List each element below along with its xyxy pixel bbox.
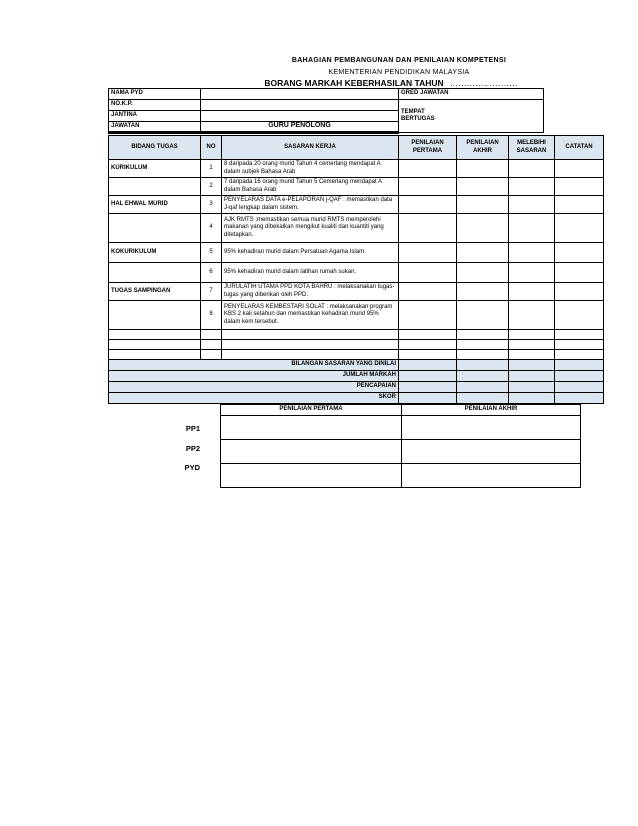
pencapaian-akhir-cell[interactable] — [457, 382, 509, 393]
table-row — [109, 301, 604, 330]
bidang-cell — [109, 263, 201, 283]
signature-table — [220, 404, 581, 488]
bidang-cell: TUGAS SAMPINGAN — [109, 283, 201, 301]
table-row — [109, 178, 604, 196]
penilaian-pertama-cell[interactable] — [399, 160, 457, 178]
table-row — [109, 196, 604, 214]
empty-row — [109, 350, 604, 360]
col-penilaian-pertama-2: PERTAMA — [412, 147, 443, 154]
no-cell: 7 — [201, 283, 222, 301]
sasaran-cell: 8 daripada 20 orang murid Tahun 4 cemerlang mendapat A dalam subjek Bahasa Arab — [222, 160, 399, 178]
catatan-cell[interactable] — [555, 214, 604, 243]
col-melebihi-sasaran — [509, 136, 555, 160]
empty-row — [109, 330, 604, 340]
col-penilaian-akhir — [457, 136, 509, 160]
jawatan-value: GURU PENOLONG — [201, 122, 399, 133]
col-penilaian-pertama — [399, 136, 457, 160]
form-title-text: BORANG MARKAH KEBERHASILAN TAHUN — [264, 78, 444, 88]
label-jawatan: JAWATAN — [109, 122, 201, 133]
bidang-cell — [109, 214, 201, 243]
col-catatan: CATATAN — [555, 136, 604, 160]
penilaian-pertama-cell[interactable] — [399, 301, 457, 330]
label-jantina: JANTINA — [109, 111, 201, 122]
penilaian-akhir-cell[interactable] — [457, 283, 509, 301]
penilaian-akhir-cell[interactable] — [457, 196, 509, 214]
label-gred-jawatan: GRED JAWATAN — [399, 89, 544, 100]
label-pencapaian: PENCAPAIAN — [109, 382, 399, 393]
form-title — [0, 78, 638, 88]
catatan-cell[interactable] — [555, 283, 604, 301]
melebihi-sasaran-cell[interactable] — [509, 243, 555, 263]
penilaian-akhir-cell[interactable] — [457, 263, 509, 283]
header-line-2: KEMENTERIAN PENDIDIKAN MALAYSIA — [328, 69, 470, 76]
col-penilaian-pertama-1: PENILAIAN — [411, 140, 444, 147]
bidang-cell: HAL EHWAL MURID — [109, 196, 201, 214]
bilangan-pertama-cell[interactable] — [399, 360, 457, 371]
penilaian-pertama-cell[interactable] — [399, 243, 457, 263]
label-pp2: PP2 — [185, 444, 200, 453]
label-pyd: PYD — [184, 463, 200, 472]
catatan-cell[interactable] — [555, 196, 604, 214]
label-jumlah-markah: JUMLAH MARKAH — [109, 371, 399, 382]
catatan-cell[interactable] — [555, 178, 604, 196]
col-melebihi-2: SASARAN — [516, 147, 547, 154]
penilaian-pertama-cell[interactable] — [399, 178, 457, 196]
label-tempat-bertugas — [399, 100, 544, 133]
no-cell: 5 — [201, 243, 222, 263]
pp1-akhir-signature[interactable] — [402, 416, 581, 440]
catatan-cell[interactable] — [555, 160, 604, 178]
jumlah-catatan-cell[interactable] — [555, 371, 604, 382]
skor-akhir-cell[interactable] — [457, 393, 509, 404]
melebihi-sasaran-cell[interactable] — [509, 214, 555, 243]
sasaran-cell: AJK RMTS :memastikan semua murid RMTS memperolehi makanan yang dibekalkan mengikut kualiti dan kuantiti yang ditetapkan. — [222, 214, 399, 243]
sasaran-cell: PENYELARAS KEMBESTARI SOLAT : melaksanakan program KBS 2 kali setahun dan memastikan kehadiran murid 95% dalam kem tersebut. — [222, 301, 399, 330]
bilangan-akhir-cell[interactable] — [457, 360, 509, 371]
bidang-cell — [109, 178, 201, 196]
col-no: NO — [201, 136, 222, 160]
pyd-akhir-signature[interactable] — [402, 464, 581, 488]
label-skor: SKOR — [109, 393, 399, 404]
empty-row — [109, 340, 604, 350]
melebihi-sasaran-cell[interactable] — [509, 196, 555, 214]
penilaian-pertama-cell[interactable] — [399, 283, 457, 301]
sasaran-kerja-table — [108, 135, 604, 404]
form-title-dots: …………………… — [449, 78, 518, 88]
pp1-pertama-signature[interactable] — [221, 416, 402, 440]
bidang-cell — [109, 301, 201, 330]
melebihi-sasaran-cell[interactable] — [509, 283, 555, 301]
tempat-text: TEMPAT — [401, 108, 425, 115]
sig-header-penilaian-akhir: PENILAIAN AKHIR — [402, 405, 581, 416]
label-bilangan-sasaran: BILANGAN SASARAN YANG DINILAI — [109, 360, 399, 371]
melebihi-sasaran-cell[interactable] — [509, 263, 555, 283]
catatan-cell[interactable] — [555, 301, 604, 330]
penilaian-pertama-cell[interactable] — [399, 196, 457, 214]
jantina-field[interactable] — [201, 111, 399, 122]
label-nokp: NO.K.P. — [109, 100, 201, 111]
no-cell: 8 — [201, 301, 222, 330]
table-row — [109, 214, 604, 243]
penilaian-akhir-cell[interactable] — [457, 243, 509, 263]
pp2-akhir-signature[interactable] — [402, 440, 581, 464]
pencapaian-melebihi-cell[interactable] — [509, 382, 555, 393]
col-bidang-tugas: BIDANG TUGAS — [109, 136, 201, 160]
bilangan-catatan-cell[interactable] — [555, 360, 604, 371]
no-cell: 2 — [201, 178, 222, 196]
header-line-1: BAHAGIAN PEMBANGUNAN DAN PENILAIAN KOMPETENSI — [291, 57, 507, 64]
jumlah-pertama-cell[interactable] — [399, 371, 457, 382]
no-cell: 3 — [201, 196, 222, 214]
pp2-pertama-signature[interactable] — [221, 440, 402, 464]
no-cell: 6 — [201, 263, 222, 283]
col-sasaran-kerja: SASARAN KERJA — [222, 136, 399, 160]
col-penilaian-akhir-1: PENILAIAN — [466, 140, 499, 147]
table-row — [109, 243, 604, 263]
penilaian-pertama-cell[interactable] — [399, 214, 457, 243]
pyd-info-table — [108, 88, 544, 134]
col-penilaian-akhir-2: AKHIR — [473, 147, 492, 154]
pencapaian-catatan-cell[interactable] — [555, 382, 604, 393]
label-pp1: PP1 — [185, 424, 200, 433]
table-row — [109, 283, 604, 301]
pencapaian-pertama-cell[interactable] — [399, 382, 457, 393]
col-melebihi-1: MELEBIHI — [517, 140, 546, 147]
penilaian-akhir-cell[interactable] — [457, 214, 509, 243]
sig-header-penilaian-pertama: PENILAIAN PERTAMA — [221, 405, 402, 416]
sasaran-cell: 95% kehadiran murid dalam latihan rumah sukan. — [222, 263, 399, 283]
pyd-pertama-signature[interactable] — [221, 464, 402, 488]
penilaian-akhir-cell[interactable] — [457, 178, 509, 196]
bilangan-melebihi-cell[interactable] — [509, 360, 555, 371]
sasaran-cell: 95% kehadiran murid dalam Persatuan Agama Islam. — [222, 243, 399, 263]
catatan-cell[interactable] — [555, 263, 604, 283]
melebihi-sasaran-cell[interactable] — [509, 178, 555, 196]
sasaran-cell: PENYELARAS DATA e-PELAPORAN j-QAF : memastikan data J-qaf lengkap dalam sistem. — [222, 196, 399, 214]
label-nama-pyd: NAMA PYD — [109, 89, 201, 100]
catatan-cell[interactable] — [555, 243, 604, 263]
penilaian-akhir-cell[interactable] — [457, 160, 509, 178]
jumlah-melebihi-cell[interactable] — [509, 371, 555, 382]
skor-melebihi-cell[interactable] — [509, 393, 555, 404]
nokp-field[interactable] — [201, 100, 399, 111]
table-row — [109, 263, 604, 283]
no-cell: 1 — [201, 160, 222, 178]
melebihi-sasaran-cell[interactable] — [509, 160, 555, 178]
bidang-cell: KOKURIKULUM — [109, 243, 201, 263]
jumlah-akhir-cell[interactable] — [457, 371, 509, 382]
penilaian-pertama-cell[interactable] — [399, 263, 457, 283]
no-cell: 4 — [201, 214, 222, 243]
sasaran-cell: 7 daripada 16 orang murid Tahun 5 Cemerlang mendapat A dalam Bahasa Arab — [222, 178, 399, 196]
nama-pyd-field[interactable] — [201, 89, 399, 100]
bertugas-text: BERTUGAS — [401, 116, 435, 122]
melebihi-sasaran-cell[interactable] — [509, 301, 555, 330]
bidang-cell: KURIKULUM — [109, 160, 201, 178]
skor-pertama-cell[interactable] — [399, 393, 457, 404]
skor-catatan-cell[interactable] — [555, 393, 604, 404]
table-row — [109, 160, 604, 178]
sasaran-cell: JURULATIH UTAMA PPD KOTA BAHRU : melaksanakan tugas-tugas yang diberikan oleh PPD. — [222, 283, 399, 301]
penilaian-akhir-cell[interactable] — [457, 301, 509, 330]
